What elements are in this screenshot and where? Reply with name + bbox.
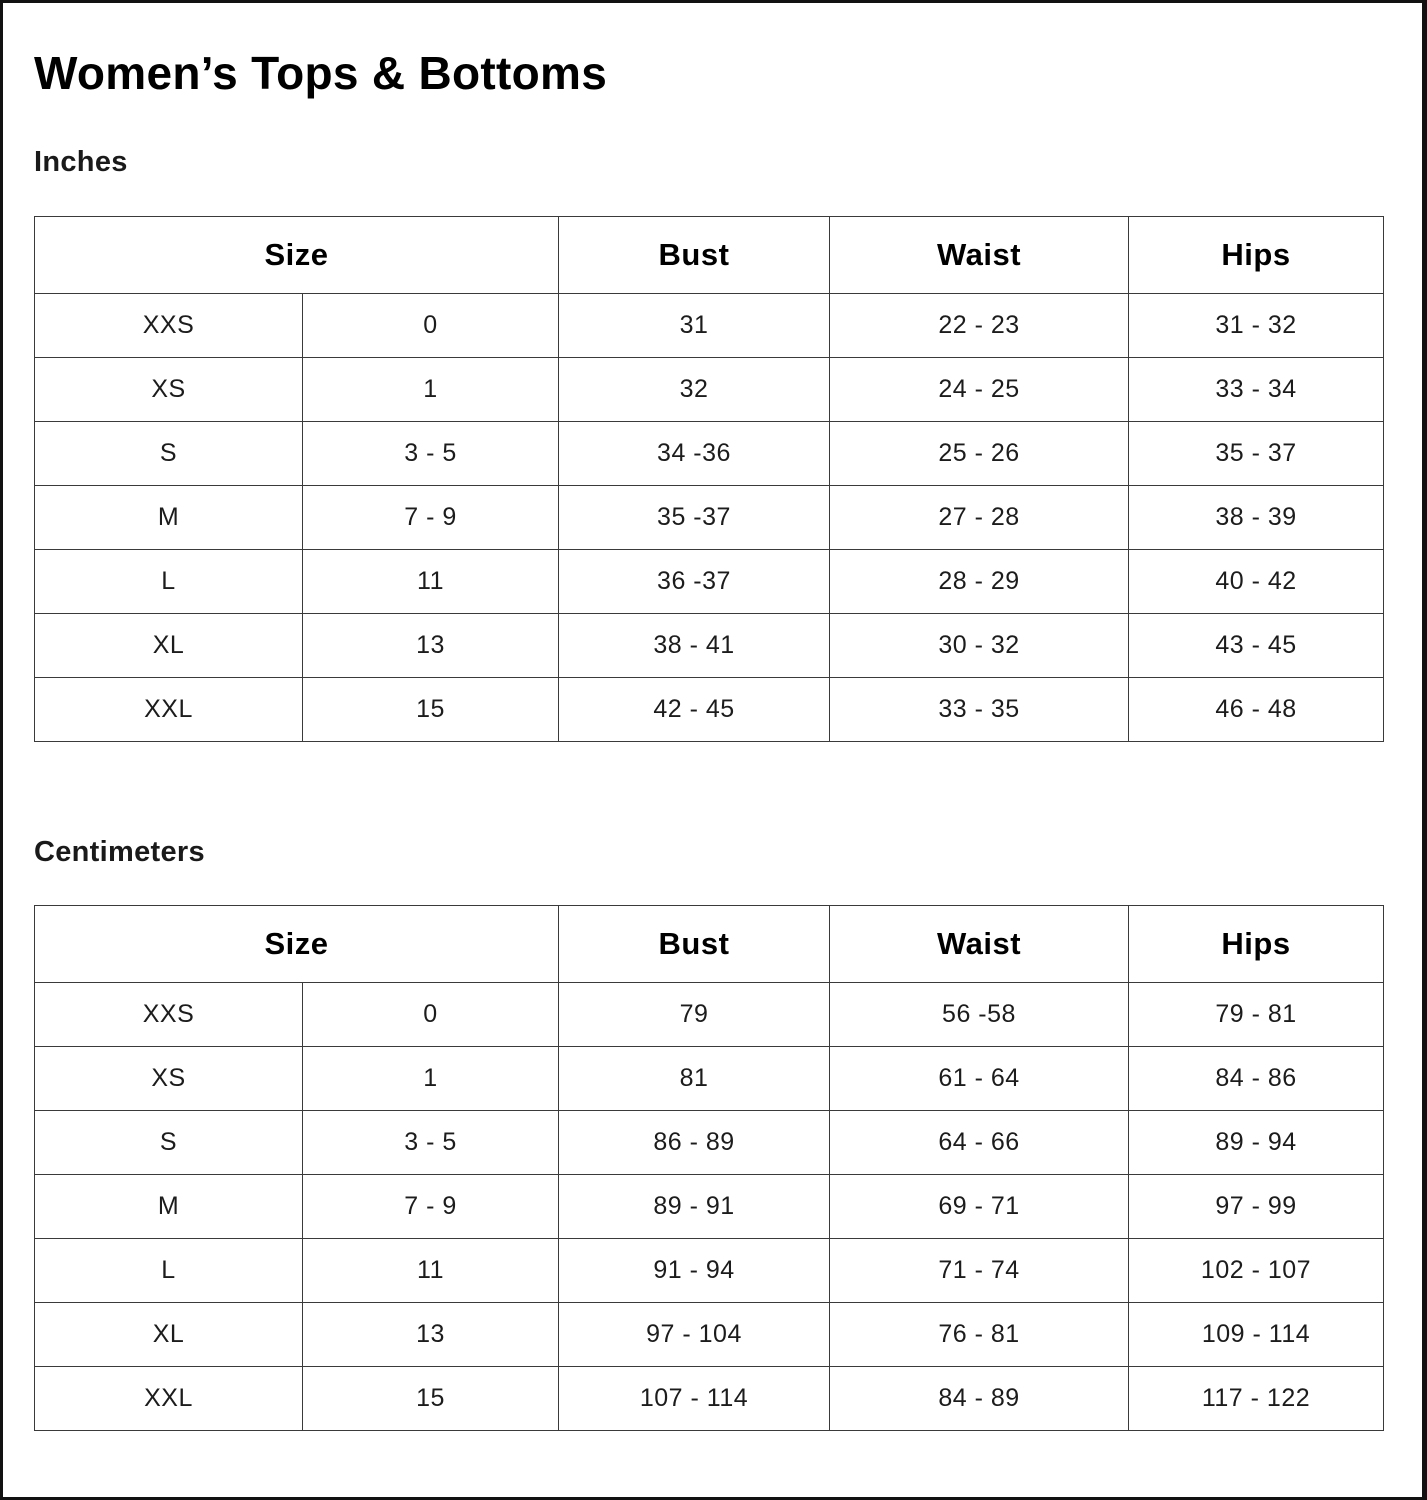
table-row: [35, 422, 1384, 486]
size-letter-cell: M: [35, 486, 303, 550]
waist-cell: 24 - 25: [830, 358, 1129, 422]
hips-cell: 84 - 86: [1129, 1047, 1384, 1111]
waist-cell: 22 - 23: [830, 294, 1129, 358]
bust-cell: 34 -36: [559, 422, 830, 486]
header-waist: Waist: [830, 906, 1129, 983]
bust-cell: 32: [559, 358, 830, 422]
section-title-inches: Inches: [34, 146, 128, 178]
table-header-row: [35, 217, 1384, 294]
waist-cell: 61 - 64: [830, 1047, 1129, 1111]
table-row: [35, 1047, 1384, 1111]
size-number-cell: 13: [303, 614, 559, 678]
size-number-cell: 1: [303, 1047, 559, 1111]
size-table-centimeters: [34, 905, 1384, 1431]
size-number-cell: 7 - 9: [303, 486, 559, 550]
size-number-cell: 3 - 5: [303, 1111, 559, 1175]
size-number-cell: 3 - 5: [303, 422, 559, 486]
size-number-cell: 11: [303, 1239, 559, 1303]
bust-cell: 38 - 41: [559, 614, 830, 678]
waist-cell: 28 - 29: [830, 550, 1129, 614]
size-letter-cell: XXS: [35, 294, 303, 358]
size-table-inches: [34, 216, 1384, 742]
size-number-cell: 15: [303, 678, 559, 742]
hips-cell: 31 - 32: [1129, 294, 1384, 358]
table-header-row: [35, 906, 1384, 983]
hips-cell: 38 - 39: [1129, 486, 1384, 550]
size-letter-cell: XXL: [35, 1367, 303, 1431]
table-row: [35, 678, 1384, 742]
waist-cell: 69 - 71: [830, 1175, 1129, 1239]
header-bust: Bust: [559, 906, 830, 983]
bust-cell: 36 -37: [559, 550, 830, 614]
bust-cell: 31: [559, 294, 830, 358]
bust-cell: 89 - 91: [559, 1175, 830, 1239]
waist-cell: 27 - 28: [830, 486, 1129, 550]
header-size: Size: [35, 217, 559, 294]
waist-cell: 56 -58: [830, 983, 1129, 1047]
size-number-cell: 0: [303, 983, 559, 1047]
table-row: [35, 614, 1384, 678]
hips-cell: 40 - 42: [1129, 550, 1384, 614]
size-number-cell: 7 - 9: [303, 1175, 559, 1239]
size-number-cell: 0: [303, 294, 559, 358]
waist-cell: 76 - 81: [830, 1303, 1129, 1367]
size-letter-cell: XXL: [35, 678, 303, 742]
table-row: [35, 358, 1384, 422]
hips-cell: 43 - 45: [1129, 614, 1384, 678]
size-number-cell: 11: [303, 550, 559, 614]
table-row: [35, 1239, 1384, 1303]
bust-cell: 35 -37: [559, 486, 830, 550]
size-number-cell: 15: [303, 1367, 559, 1431]
header-bust: Bust: [559, 217, 830, 294]
waist-cell: 25 - 26: [830, 422, 1129, 486]
waist-cell: 30 - 32: [830, 614, 1129, 678]
table-row: [35, 983, 1384, 1047]
header-size: Size: [35, 906, 559, 983]
table-row: [35, 294, 1384, 358]
size-letter-cell: S: [35, 422, 303, 486]
hips-cell: 109 - 114: [1129, 1303, 1384, 1367]
table-row: [35, 550, 1384, 614]
size-number-cell: 13: [303, 1303, 559, 1367]
table-row: [35, 486, 1384, 550]
hips-cell: 117 - 122: [1129, 1367, 1384, 1431]
size-number-cell: 1: [303, 358, 559, 422]
size-letter-cell: L: [35, 550, 303, 614]
hips-cell: 79 - 81: [1129, 983, 1384, 1047]
waist-cell: 84 - 89: [830, 1367, 1129, 1431]
bust-cell: 79: [559, 983, 830, 1047]
size-letter-cell: XS: [35, 358, 303, 422]
hips-cell: 35 - 37: [1129, 422, 1384, 486]
bust-cell: 86 - 89: [559, 1111, 830, 1175]
header-hips: Hips: [1129, 217, 1384, 294]
section-title-centimeters: Centimeters: [34, 836, 205, 868]
header-waist: Waist: [830, 217, 1129, 294]
hips-cell: 33 - 34: [1129, 358, 1384, 422]
page-title: Women’s Tops & Bottoms: [34, 47, 608, 99]
table-row: [35, 1367, 1384, 1431]
size-letter-cell: M: [35, 1175, 303, 1239]
bust-cell: 107 - 114: [559, 1367, 830, 1431]
size-letter-cell: XL: [35, 1303, 303, 1367]
table-row: [35, 1303, 1384, 1367]
table-row: [35, 1111, 1384, 1175]
size-letter-cell: XXS: [35, 983, 303, 1047]
waist-cell: 33 - 35: [830, 678, 1129, 742]
bust-cell: 97 - 104: [559, 1303, 830, 1367]
hips-cell: 46 - 48: [1129, 678, 1384, 742]
size-letter-cell: S: [35, 1111, 303, 1175]
bust-cell: 42 - 45: [559, 678, 830, 742]
waist-cell: 71 - 74: [830, 1239, 1129, 1303]
hips-cell: 102 - 107: [1129, 1239, 1384, 1303]
bust-cell: 91 - 94: [559, 1239, 830, 1303]
hips-cell: 97 - 99: [1129, 1175, 1384, 1239]
bust-cell: 81: [559, 1047, 830, 1111]
size-letter-cell: XL: [35, 614, 303, 678]
header-hips: Hips: [1129, 906, 1384, 983]
size-letter-cell: L: [35, 1239, 303, 1303]
table-row: [35, 1175, 1384, 1239]
hips-cell: 89 - 94: [1129, 1111, 1384, 1175]
waist-cell: 64 - 66: [830, 1111, 1129, 1175]
size-letter-cell: XS: [35, 1047, 303, 1111]
